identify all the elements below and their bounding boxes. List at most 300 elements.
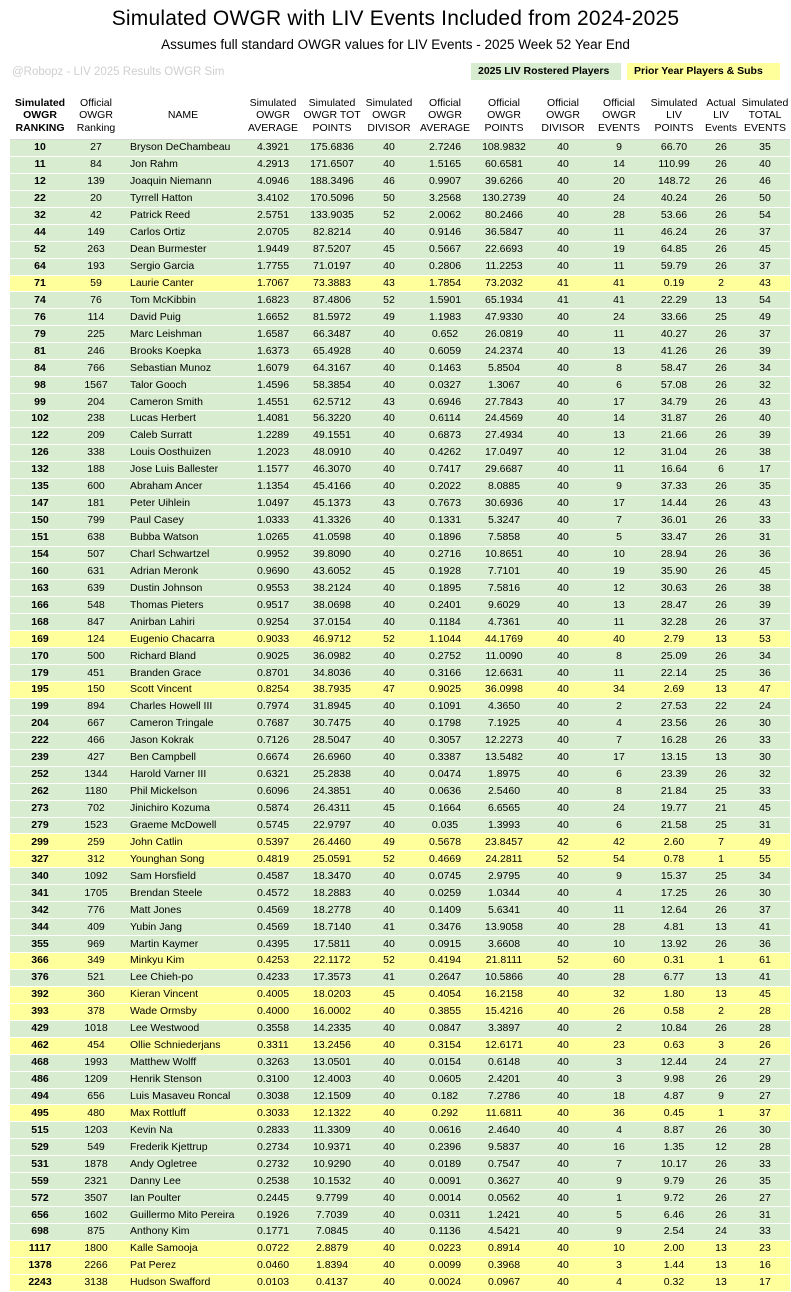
sim-total-events-cell: 29 — [740, 1071, 790, 1088]
player-name-cell: Matthew Wolff — [122, 1054, 244, 1071]
official-average-cell: 0.2401 — [416, 597, 474, 614]
sim-divisor-cell: 40 — [362, 817, 416, 834]
player-name-cell: Luis Masaveu Roncal — [122, 1088, 244, 1105]
sim-total-events-cell: 34 — [740, 648, 790, 665]
official-average-cell: 0.1463 — [416, 360, 474, 377]
sim-liv-points-cell: 2.79 — [646, 631, 702, 648]
table-row — [10, 614, 790, 631]
official-events-cell: 6 — [592, 817, 646, 834]
sim-total-events-cell: 37 — [740, 258, 790, 275]
official-average-cell: 0.3057 — [416, 732, 474, 749]
official-rank-cell: 427 — [70, 749, 122, 766]
sim-divisor-cell: 40 — [362, 1139, 416, 1156]
official-average-cell: 0.1091 — [416, 698, 474, 715]
table-row — [10, 546, 790, 563]
sim-average-cell: 0.4005 — [244, 986, 302, 1003]
official-points-cell: 5.3247 — [474, 512, 534, 529]
sim-average-cell: 0.4000 — [244, 1003, 302, 1020]
official-rank-cell: 500 — [70, 648, 122, 665]
sim-rank-cell: 344 — [10, 919, 70, 936]
sim-liv-points-cell: 110.99 — [646, 156, 702, 173]
official-average-cell: 0.4262 — [416, 444, 474, 461]
player-name-cell: Pat Perez — [122, 1257, 244, 1274]
sim-average-cell: 0.7974 — [244, 698, 302, 715]
official-rank-cell: 667 — [70, 715, 122, 732]
sim-divisor-cell: 40 — [362, 732, 416, 749]
official-points-cell: 7.2786 — [474, 1088, 534, 1105]
sim-divisor-cell: 40 — [362, 1224, 416, 1241]
official-average-cell: 0.7673 — [416, 495, 474, 512]
sim-average-cell: 1.4596 — [244, 377, 302, 394]
official-events-cell: 8 — [592, 648, 646, 665]
player-name-cell: Richard Bland — [122, 648, 244, 665]
official-divisor-cell: 40 — [534, 1173, 592, 1190]
liv-events-cell: 9 — [702, 1088, 740, 1105]
sim-divisor-cell: 40 — [362, 783, 416, 800]
sim-divisor-cell: 40 — [362, 1257, 416, 1274]
liv-events-cell: 26 — [702, 597, 740, 614]
sim-divisor-cell: 40 — [362, 1173, 416, 1190]
official-divisor-cell: 40 — [534, 309, 592, 326]
official-points-cell: 7.1925 — [474, 715, 534, 732]
sim-liv-points-cell: 2.60 — [646, 834, 702, 851]
sim-divisor-cell: 40 — [362, 444, 416, 461]
official-average-cell: 0.0091 — [416, 1173, 474, 1190]
liv-events-cell: 25 — [702, 817, 740, 834]
official-events-cell: 6 — [592, 377, 646, 394]
official-events-cell: 3 — [592, 1054, 646, 1071]
sim-liv-points-cell: 30.63 — [646, 580, 702, 597]
sim-rank-cell: 340 — [10, 868, 70, 885]
player-name-cell: Bubba Watson — [122, 529, 244, 546]
official-divisor-cell: 40 — [534, 394, 592, 411]
sim-liv-points-cell: 21.84 — [646, 783, 702, 800]
sim-divisor-cell: 45 — [362, 241, 416, 258]
official-events-cell: 28 — [592, 919, 646, 936]
sim-total-events-cell: 45 — [740, 563, 790, 580]
sim-liv-points-cell: 9.98 — [646, 1071, 702, 1088]
official-events-cell: 9 — [592, 478, 646, 495]
sim-liv-points-cell: 40.27 — [646, 326, 702, 343]
sim-rank-cell: 341 — [10, 885, 70, 902]
sim-liv-points-cell: 41.26 — [646, 343, 702, 360]
sim-liv-points-cell: 33.66 — [646, 309, 702, 326]
player-name-cell: Hudson Swafford — [122, 1274, 244, 1291]
sim-liv-points-cell: 15.37 — [646, 868, 702, 885]
sim-liv-points-cell: 25.09 — [646, 648, 702, 665]
liv-events-cell: 26 — [702, 326, 740, 343]
sim-average-cell: 0.7126 — [244, 732, 302, 749]
sim-divisor-cell: 41 — [362, 969, 416, 986]
official-events-cell: 32 — [592, 986, 646, 1003]
official-events-cell: 2 — [592, 698, 646, 715]
official-rank-cell: 1523 — [70, 817, 122, 834]
sim-total-events-cell: 23 — [740, 1240, 790, 1257]
table-row — [10, 1207, 790, 1224]
sim-liv-points-cell: 2.54 — [646, 1224, 702, 1241]
liv-events-cell: 26 — [702, 478, 740, 495]
sim-total-events-cell: 32 — [740, 766, 790, 783]
official-rank-cell: 1705 — [70, 885, 122, 902]
official-rank-cell: 521 — [70, 969, 122, 986]
sim-total-events-cell: 34 — [740, 868, 790, 885]
player-name-cell: Andy Ogletree — [122, 1156, 244, 1173]
official-average-cell: 0.1895 — [416, 580, 474, 597]
official-points-cell: 10.5866 — [474, 969, 534, 986]
official-rank-cell: 638 — [70, 529, 122, 546]
sim-points-cell: 12.1322 — [302, 1105, 362, 1122]
sim-liv-points-cell: 1.35 — [646, 1139, 702, 1156]
sim-rank-cell: 273 — [10, 800, 70, 817]
sim-liv-points-cell: 17.25 — [646, 885, 702, 902]
liv-events-cell: 26 — [702, 360, 740, 377]
sim-total-events-cell: 50 — [740, 190, 790, 207]
official-rank-cell: 3138 — [70, 1274, 122, 1291]
player-name-cell: John Catlin — [122, 834, 244, 851]
sim-divisor-cell: 49 — [362, 834, 416, 851]
page-subtitle: Assumes full standard OWGR values for LIV Events - 2025 Week 52 Year End — [161, 37, 630, 52]
sim-liv-points-cell: 27.53 — [646, 698, 702, 715]
sim-points-cell: 26.4460 — [302, 834, 362, 851]
sim-total-events-cell: 26 — [740, 1037, 790, 1054]
official-points-cell: 4.3650 — [474, 698, 534, 715]
sim-points-cell: 170.5096 — [302, 190, 362, 207]
table-row — [10, 919, 790, 936]
column-header: Official OWGR DIVISOR — [534, 92, 592, 140]
official-average-cell: 0.292 — [416, 1105, 474, 1122]
official-rank-cell: 149 — [70, 224, 122, 241]
sim-average-cell: 0.5397 — [244, 834, 302, 851]
sim-rank-cell: 515 — [10, 1122, 70, 1139]
sim-points-cell: 41.3326 — [302, 512, 362, 529]
liv-events-cell: 26 — [702, 1207, 740, 1224]
official-points-cell: 0.6148 — [474, 1054, 534, 1071]
sim-divisor-cell: 40 — [362, 326, 416, 343]
sim-rank-cell: 168 — [10, 614, 70, 631]
sim-divisor-cell: 52 — [362, 631, 416, 648]
sim-rank-cell: 468 — [10, 1054, 70, 1071]
official-average-cell: 0.3387 — [416, 749, 474, 766]
official-rank-cell: 548 — [70, 597, 122, 614]
official-rank-cell: 600 — [70, 478, 122, 495]
sim-rank-cell: 102 — [10, 411, 70, 428]
sim-liv-points-cell: 66.70 — [646, 140, 702, 157]
player-name-cell: Bryson DeChambeau — [122, 140, 244, 157]
sim-divisor-cell: 40 — [362, 427, 416, 444]
official-average-cell: 0.1928 — [416, 563, 474, 580]
sim-average-cell: 0.7687 — [244, 715, 302, 732]
sim-average-cell: 4.2913 — [244, 156, 302, 173]
official-divisor-cell: 40 — [534, 343, 592, 360]
official-events-cell: 60 — [592, 953, 646, 970]
sim-points-cell: 24.3851 — [302, 783, 362, 800]
sim-divisor-cell: 40 — [362, 478, 416, 495]
player-name-cell: Cameron Smith — [122, 394, 244, 411]
sim-total-events-cell: 31 — [740, 529, 790, 546]
sim-rank-cell: 559 — [10, 1173, 70, 1190]
official-average-cell: 0.0311 — [416, 1207, 474, 1224]
liv-events-cell: 26 — [702, 427, 740, 444]
sim-points-cell: 14.2335 — [302, 1020, 362, 1037]
sim-points-cell: 12.4003 — [302, 1071, 362, 1088]
table-row — [10, 343, 790, 360]
sim-liv-points-cell: 16.64 — [646, 461, 702, 478]
sim-rank-cell: 169 — [10, 631, 70, 648]
sim-liv-points-cell: 4.87 — [646, 1088, 702, 1105]
official-points-cell: 1.3067 — [474, 377, 534, 394]
header — [0, 0, 791, 92]
sim-rank-cell: 494 — [10, 1088, 70, 1105]
official-rank-cell: 702 — [70, 800, 122, 817]
official-points-cell: 21.8111 — [474, 953, 534, 970]
liv-events-cell: 13 — [702, 1240, 740, 1257]
official-events-cell: 12 — [592, 580, 646, 597]
sim-rank-cell: 126 — [10, 444, 70, 461]
sim-total-events-cell: 33 — [740, 512, 790, 529]
sim-total-events-cell: 37 — [740, 614, 790, 631]
table-row — [10, 444, 790, 461]
sim-total-events-cell: 27 — [740, 1190, 790, 1207]
sim-total-events-cell: 38 — [740, 580, 790, 597]
liv-events-cell: 26 — [702, 224, 740, 241]
official-events-cell: 4 — [592, 715, 646, 732]
player-name-cell: Peter Uihlein — [122, 495, 244, 512]
official-rank-cell: 875 — [70, 1224, 122, 1241]
sim-average-cell: 0.6674 — [244, 749, 302, 766]
sim-rank-cell: 32 — [10, 207, 70, 224]
sim-total-events-cell: 28 — [740, 1139, 790, 1156]
sim-divisor-cell: 47 — [362, 682, 416, 699]
sim-liv-points-cell: 34.79 — [646, 394, 702, 411]
player-name-cell: Phil Mickelson — [122, 783, 244, 800]
official-divisor-cell: 40 — [534, 140, 592, 157]
official-average-cell: 0.3166 — [416, 665, 474, 682]
official-events-cell: 24 — [592, 309, 646, 326]
official-rank-cell: 656 — [70, 1088, 122, 1105]
official-events-cell: 8 — [592, 783, 646, 800]
official-events-cell: 11 — [592, 614, 646, 631]
table-row — [10, 258, 790, 275]
official-divisor-cell: 40 — [534, 1190, 592, 1207]
column-header: Simulated LIV POINTS — [646, 92, 702, 140]
official-points-cell: 4.7361 — [474, 614, 534, 631]
sim-average-cell: 4.3921 — [244, 140, 302, 157]
sim-rank-cell: 179 — [10, 665, 70, 682]
sim-rank-cell: 147 — [10, 495, 70, 512]
table-row — [10, 868, 790, 885]
sim-total-events-cell: 38 — [740, 444, 790, 461]
official-points-cell: 27.4934 — [474, 427, 534, 444]
sim-points-cell: 28.5047 — [302, 732, 362, 749]
sim-points-cell: 65.4928 — [302, 343, 362, 360]
official-points-cell: 27.7843 — [474, 394, 534, 411]
official-rank-cell: 259 — [70, 834, 122, 851]
sim-points-cell: 18.2883 — [302, 885, 362, 902]
sim-liv-points-cell: 46.24 — [646, 224, 702, 241]
sim-rank-cell: 12 — [10, 173, 70, 190]
official-average-cell: 0.9907 — [416, 173, 474, 190]
table-row — [10, 665, 790, 682]
official-average-cell: 0.3476 — [416, 919, 474, 936]
sim-divisor-cell: 40 — [362, 648, 416, 665]
liv-events-cell: 26 — [702, 241, 740, 258]
player-name-cell: Ollie Schniederjans — [122, 1037, 244, 1054]
official-average-cell: 0.0915 — [416, 936, 474, 953]
column-header: Simulated OWGR DIVISOR — [362, 92, 416, 140]
sim-rank-cell: 429 — [10, 1020, 70, 1037]
player-name-cell: Louis Oosthuizen — [122, 444, 244, 461]
sim-average-cell: 0.3038 — [244, 1088, 302, 1105]
sim-liv-points-cell: 40.24 — [646, 190, 702, 207]
official-average-cell: 0.2647 — [416, 969, 474, 986]
table-row — [10, 156, 790, 173]
sim-total-events-cell: 54 — [740, 292, 790, 309]
sim-liv-points-cell: 6.46 — [646, 1207, 702, 1224]
official-divisor-cell: 40 — [534, 224, 592, 241]
table-row — [10, 1088, 790, 1105]
official-events-cell: 7 — [592, 1156, 646, 1173]
sim-average-cell: 0.3100 — [244, 1071, 302, 1088]
sim-rank-cell: 76 — [10, 309, 70, 326]
sim-total-events-cell: 32 — [740, 377, 790, 394]
sim-total-events-cell: 24 — [740, 698, 790, 715]
official-average-cell: 0.0024 — [416, 1274, 474, 1291]
sim-rank-cell: 122 — [10, 427, 70, 444]
column-header: Official OWGR POINTS — [474, 92, 534, 140]
player-name-cell: Dustin Johnson — [122, 580, 244, 597]
official-divisor-cell: 40 — [534, 732, 592, 749]
sim-divisor-cell: 40 — [362, 529, 416, 546]
official-points-cell: 4.5421 — [474, 1224, 534, 1241]
sim-liv-points-cell: 0.78 — [646, 851, 702, 868]
official-points-cell: 12.6171 — [474, 1037, 534, 1054]
player-name-cell: Harold Varner III — [122, 766, 244, 783]
official-average-cell: 0.1136 — [416, 1224, 474, 1241]
player-name-cell: Kalle Samooja — [122, 1240, 244, 1257]
official-points-cell: 36.5847 — [474, 224, 534, 241]
sim-liv-points-cell: 0.58 — [646, 1003, 702, 1020]
sim-points-cell: 7.0845 — [302, 1224, 362, 1241]
sim-rank-cell: 342 — [10, 902, 70, 919]
official-average-cell: 0.6946 — [416, 394, 474, 411]
official-average-cell: 0.5678 — [416, 834, 474, 851]
liv-events-cell: 6 — [702, 461, 740, 478]
player-name-cell: Marc Leishman — [122, 326, 244, 343]
sim-total-events-cell: 35 — [740, 1173, 790, 1190]
sim-rank-cell: 64 — [10, 258, 70, 275]
official-average-cell: 0.2806 — [416, 258, 474, 275]
sim-liv-points-cell: 1.80 — [646, 986, 702, 1003]
official-rank-cell: 312 — [70, 851, 122, 868]
sim-divisor-cell: 40 — [362, 1156, 416, 1173]
sim-divisor-cell: 40 — [362, 1037, 416, 1054]
sim-rank-cell: 99 — [10, 394, 70, 411]
official-divisor-cell: 40 — [534, 1240, 592, 1257]
sim-divisor-cell: 40 — [362, 258, 416, 275]
sim-average-cell: 0.9517 — [244, 597, 302, 614]
sim-liv-points-cell: 59.79 — [646, 258, 702, 275]
sim-points-cell: 30.7475 — [302, 715, 362, 732]
player-name-cell: Caleb Surratt — [122, 427, 244, 444]
official-points-cell: 29.6687 — [474, 461, 534, 478]
sim-total-events-cell: 30 — [740, 715, 790, 732]
sim-rank-cell: 160 — [10, 563, 70, 580]
sim-average-cell: 1.4551 — [244, 394, 302, 411]
official-rank-cell: 1602 — [70, 1207, 122, 1224]
official-events-cell: 42 — [592, 834, 646, 851]
liv-events-cell: 25 — [702, 783, 740, 800]
table-row — [10, 682, 790, 699]
liv-events-cell: 26 — [702, 563, 740, 580]
sim-total-events-cell: 43 — [740, 275, 790, 292]
official-divisor-cell: 41 — [534, 292, 592, 309]
player-name-cell: Scott Vincent — [122, 682, 244, 699]
table-row — [10, 495, 790, 512]
sim-divisor-cell: 49 — [362, 309, 416, 326]
sim-points-cell: 38.2124 — [302, 580, 362, 597]
official-events-cell: 10 — [592, 1240, 646, 1257]
table-row — [10, 309, 790, 326]
sim-divisor-cell: 40 — [362, 461, 416, 478]
sim-divisor-cell: 40 — [362, 614, 416, 631]
player-name-cell: Kevin Na — [122, 1122, 244, 1139]
official-average-cell: 1.5901 — [416, 292, 474, 309]
sim-total-events-cell: 47 — [740, 682, 790, 699]
liv-events-cell: 26 — [702, 444, 740, 461]
sim-total-events-cell: 16 — [740, 1257, 790, 1274]
sim-rank-cell: 170 — [10, 648, 70, 665]
sim-total-events-cell: 33 — [740, 1156, 790, 1173]
official-average-cell: 3.2568 — [416, 190, 474, 207]
official-rank-cell: 2321 — [70, 1173, 122, 1190]
official-rank-cell: 507 — [70, 546, 122, 563]
sim-rank-cell: 98 — [10, 377, 70, 394]
table-row — [10, 817, 790, 834]
official-divisor-cell: 40 — [534, 258, 592, 275]
official-events-cell: 4 — [592, 1274, 646, 1291]
player-name-cell: Tom McKibbin — [122, 292, 244, 309]
table-row — [10, 241, 790, 258]
player-name-cell: David Puig — [122, 309, 244, 326]
official-divisor-cell: 40 — [534, 377, 592, 394]
player-name-cell: Branden Grace — [122, 665, 244, 682]
sim-total-events-cell: 35 — [740, 478, 790, 495]
table-row — [10, 190, 790, 207]
sim-liv-points-cell: 19.77 — [646, 800, 702, 817]
sim-total-events-cell: 40 — [740, 411, 790, 428]
sim-average-cell: 1.7755 — [244, 258, 302, 275]
official-average-cell: 2.7246 — [416, 140, 474, 157]
official-divisor-cell: 40 — [534, 546, 592, 563]
sim-points-cell: 12.1509 — [302, 1088, 362, 1105]
official-average-cell: 0.6114 — [416, 411, 474, 428]
sim-points-cell: 26.6960 — [302, 749, 362, 766]
sim-divisor-cell: 43 — [362, 495, 416, 512]
sim-total-events-cell: 28 — [740, 1020, 790, 1037]
sim-total-events-cell: 37 — [740, 1105, 790, 1122]
official-points-cell: 16.2158 — [474, 986, 534, 1003]
sim-rank-cell: 79 — [10, 326, 70, 343]
official-rank-cell: 1180 — [70, 783, 122, 800]
sim-average-cell: 0.8254 — [244, 682, 302, 699]
official-events-cell: 2 — [592, 1020, 646, 1037]
liv-events-cell: 25 — [702, 309, 740, 326]
sim-divisor-cell: 40 — [362, 1122, 416, 1139]
sim-average-cell: 3.4102 — [244, 190, 302, 207]
official-average-cell: 0.0014 — [416, 1190, 474, 1207]
official-rank-cell: 454 — [70, 1037, 122, 1054]
official-events-cell: 19 — [592, 563, 646, 580]
